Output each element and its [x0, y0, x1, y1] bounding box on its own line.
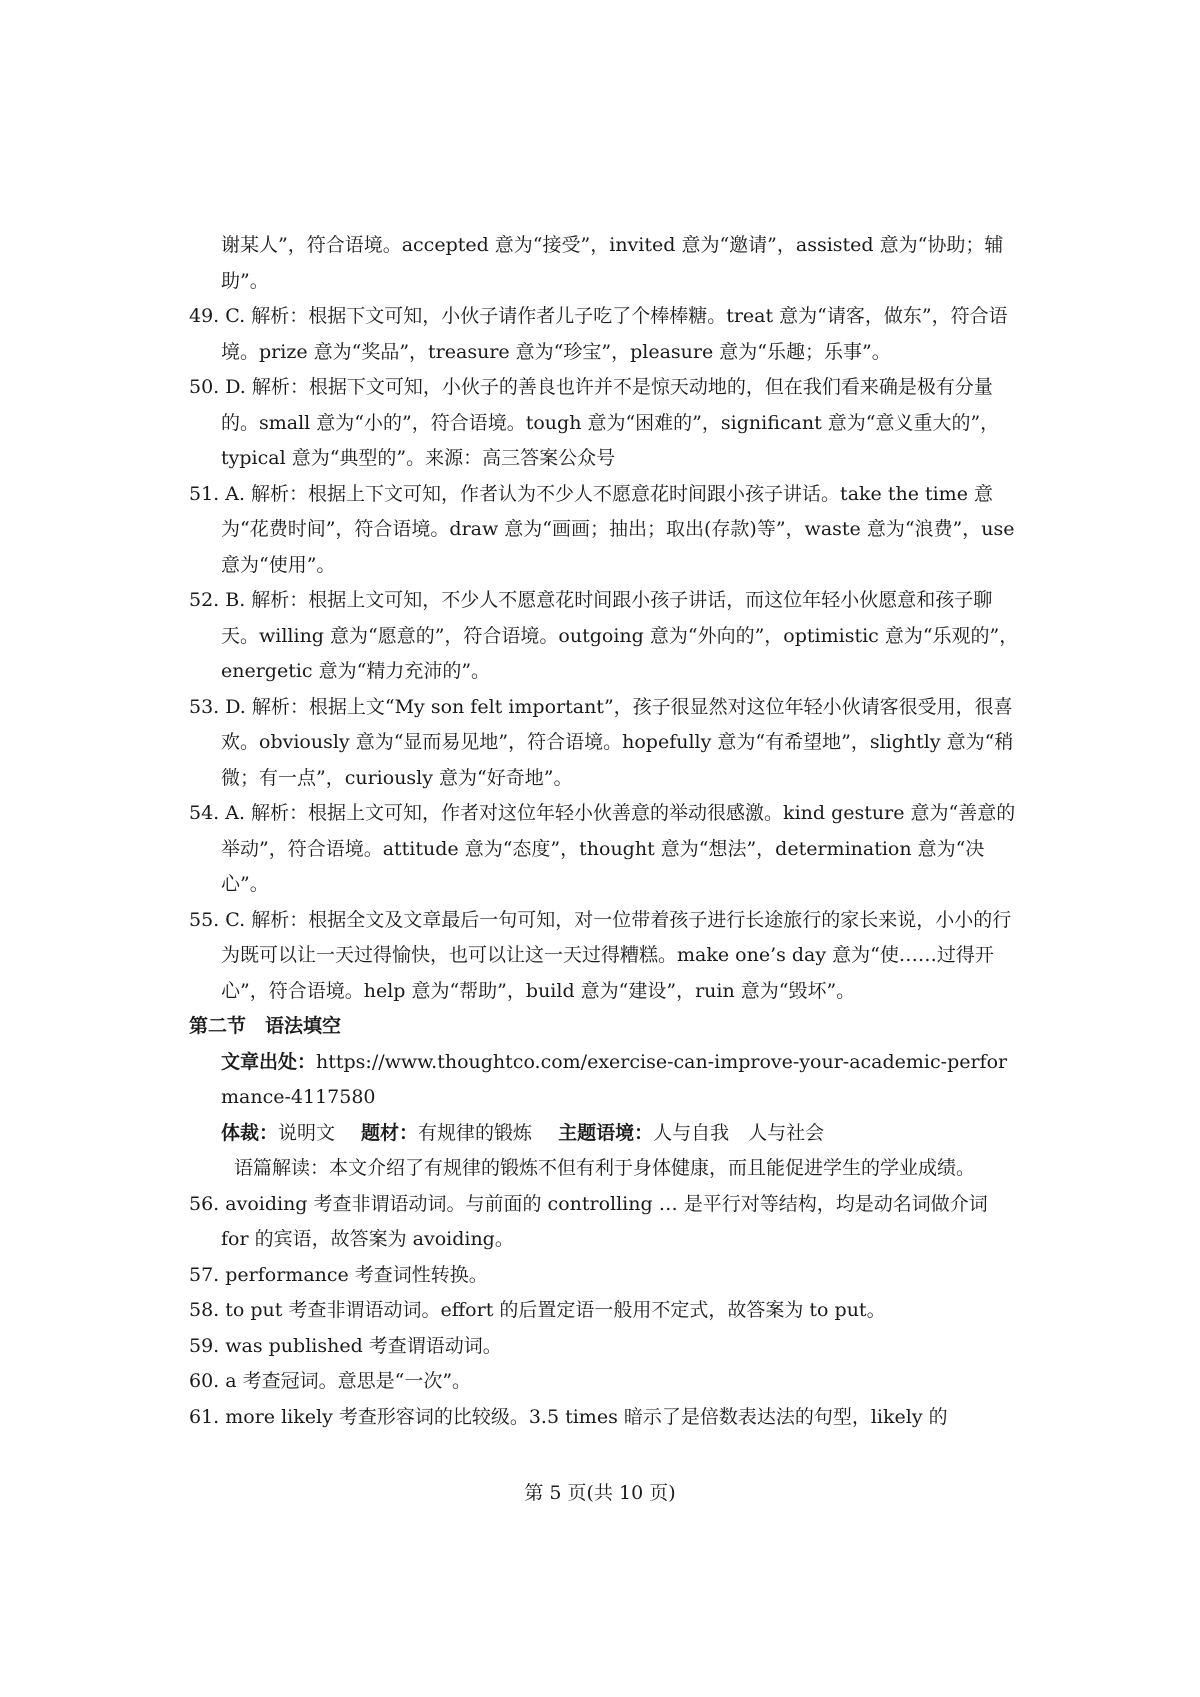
topic-value: 有规律的锻炼 — [418, 1121, 533, 1144]
answer-57: 57. performance 考查词性转换。 — [189, 1263, 488, 1286]
page-number: 第 5 页(共 10 页) — [524, 1482, 676, 1504]
source-url: https://www.thoughtco.com/exercise-can-improve-your-academic-performance-4117580 — [221, 1050, 1008, 1108]
page-content — [189, 228, 1021, 1435]
section-heading: 第二节 语法填空 — [189, 1015, 342, 1037]
theme-label: 主题语境： — [558, 1121, 654, 1144]
item-51: 51. A. 解析：根据上下文可知，作者认为不少人不愿意花时间跟小孩子讲话。take the time 意为“花费时间”，符合语境。draw 意为“画画；抽出；取出(存款)等”，waste 意为“浪费”，use 意为“使用”。 — [189, 482, 1015, 576]
item-55: 55. C. 解析：根据全文及文章最后一句可知，对一位带着孩子进行长途旅行的家长来说，小小的行为既可以让一天过得愉快，也可以让这一天过得糟糕。make one’s day 意为“使……过得开心”，符合语境。help 意为“帮助”，build 意为“建设”，ruin 意为“毁坏”。 — [189, 908, 1012, 1002]
article-source — [189, 1045, 1021, 1116]
answer-60: 60. a 考查冠词。意思是“一次”。 — [189, 1370, 472, 1392]
genre-value: 说明文 — [278, 1121, 336, 1144]
item-50: 50. D. 解析：根据下文可知，小伙子的善良也许并不是惊天动地的，但在我们看来确是极有分量的。small 意为“小的”，符合语境。tough 意为“困难的”，significant 意为“意义重大的”，typical 意为“典型的”。来源：高三答案公众号 — [189, 376, 1000, 469]
answer-58: 58. to put 考查非谓语动词。effort 的后置定语一般用不定式，故答案为 to put。 — [189, 1299, 886, 1321]
topic-label: 题材： — [361, 1121, 419, 1144]
item-48-continued: 谢某人”，符合语境。accepted 意为“接受”，invited 意为“邀请”，assisted 意为“协助；辅助”。 — [221, 234, 1004, 292]
item-52: 52. B. 解析：根据上文可知，不少人不愿意花时间跟小孩子讲话，而这位年轻小伙愿意和孩子聊天。willing 意为“愿意的”，符合语境。outgoing 意为“外向的”，optimistic 意为“乐观的”，energetic 意为“精力充沛的”。 — [189, 589, 1019, 682]
answer-56: 56. avoiding 考查非谓语动词。与前面的 controlling … 是平行对等结构，均是动名词做介词 for 的宾语，故答案为 avoiding。 — [189, 1192, 988, 1250]
genre-label: 体裁： — [221, 1121, 279, 1144]
answer-61: 61. more likely 考查形容词的比较级。3.5 times 暗示了是倍数表达法的句型，likely 的 — [189, 1405, 948, 1428]
article-meta — [189, 1116, 1021, 1152]
item-49: 49. C. 解析：根据下文可知，小伙子请作者儿子吃了个棒棒糖。treat 意为“请客，做东”，符合语境。prize 意为“奖品”，treasure 意为“珍宝”，pleasure 意为“乐趣；乐事”。 — [189, 305, 1008, 363]
theme-value: 人与自我 人与社会 — [653, 1121, 825, 1144]
passage-summary: 语篇解读：本文介绍了有规律的锻炼不但有利于身体健康，而且能促进学生的学业成绩。 — [234, 1157, 976, 1179]
source-label: 文章出处： — [221, 1050, 317, 1073]
item-54: 54. A. 解析：根据上文可知，作者对这位年轻小伙善意的举动很感激。kind gesture 意为“善意的举动”，符合语境。attitude 意为“态度”，thought 意为“想法”，determination 意为“决心”。 — [189, 802, 1016, 895]
answer-59: 59. was published 考查谓语动词。 — [189, 1334, 502, 1357]
item-53: 53. D. 解析：根据上文“My son felt important”，孩子很显然对这位年轻小伙请客很受用，很喜欢。obviously 意为“显而易见地”，符合语境。hopefully 意为“有希望地”，slightly 意为“稍微；有一点”，curiously 意为“好奇地”。 — [189, 695, 1014, 789]
